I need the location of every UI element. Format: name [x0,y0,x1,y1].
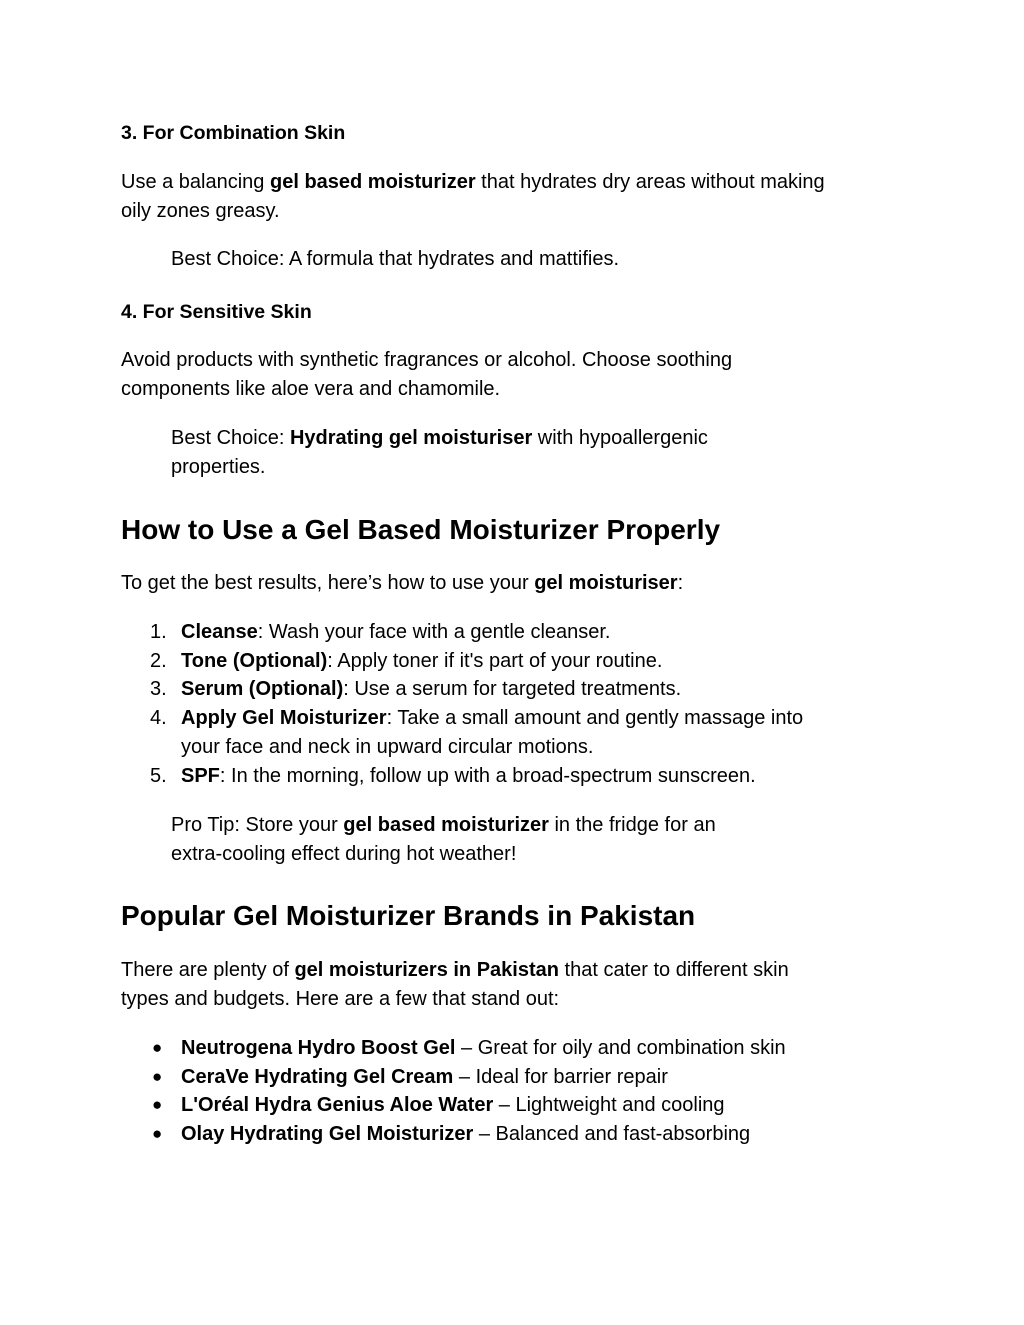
step-title: Apply Gel Moisturizer [181,707,387,730]
step-text-line2: your face and neck in upward circular motions. [181,735,594,758]
sensitive-best-bold: Hydrating gel moisturiser [289,427,533,449]
brands-intro-post: that cater to different skin [558,959,789,981]
combination-text-pre: Use a balancing [121,171,270,193]
step-number: 5. [150,764,167,787]
combination-text-bold: gel based moisturizer [269,171,476,193]
combination-text-post: that hydrates dry areas without making [475,171,825,193]
sensitive-paragraph [121,346,901,404]
bullet-icon: ● [152,1066,163,1086]
list-item [121,1063,901,1092]
list-item [121,647,901,676]
brands-list [121,1034,901,1149]
pro-tip-bold: gel based moisturizer [343,814,549,836]
list-item [121,618,901,647]
brand-description: – Great for oily and combination skin [455,1037,786,1059]
brand-name: Olay Hydrating Gel Moisturizer [181,1123,474,1146]
brands-heading [121,898,901,934]
step-text: : Apply toner if it's part of your routine. [327,649,663,672]
pro-tip-line2: extra-cooling effect during hot weather! [171,843,517,865]
step-number: 3. [150,678,167,701]
combination-text-line2: oily zones greasy. [121,200,280,222]
bullet-icon: ● [152,1038,163,1057]
bullet-icon: ● [152,1095,163,1115]
brands-intro-bold: gel moisturizers in Pakistan [294,959,559,981]
sensitive-best-post: with hypoallergenic [532,427,708,449]
brand-description: – Balanced and fast-absorbing [473,1123,751,1146]
sensitive-text-line2: components like aloe vera and chamomile. [121,378,501,400]
step-title: Tone (Optional) [181,649,328,672]
combination-best-choice [171,245,791,274]
list-item [121,1034,901,1063]
list-item [121,762,901,791]
brand-name: L'Oréal Hydra Genius Aloe Water [181,1094,494,1117]
list-item [121,1091,901,1120]
sensitive-text-line1: Avoid products with synthetic fragrances or alcohol. Choose soothing [121,349,733,371]
step-text: : In the morning, follow up with a broad-spectrum sunscreen. [219,764,756,787]
step-number: 4. [150,707,167,730]
how-to-intro-pre: To get the best results, here’s how to use your [121,572,535,594]
how-to-intro-post: : [677,572,684,594]
combination-paragraph [121,168,901,226]
sensitive-heading-text: 4. For Sensitive Skin [121,301,312,323]
pro-tip-post: in the fridge for an [548,814,716,836]
step-text: : Use a serum for targeted treatments. [343,678,682,701]
pro-tip-pre: Pro Tip: Store your [171,814,344,836]
sensitive-skin-heading [121,298,901,326]
how-to-intro-bold: gel moisturiser [534,572,678,594]
pro-tip [171,811,791,869]
combination-heading-text: 3. For Combination Skin [121,122,346,144]
step-text: : Wash your face with a gentle cleanser. [257,621,611,643]
bullet-icon: ● [152,1124,163,1144]
brands-intro-pre: There are plenty of [121,959,295,981]
list-item [121,704,901,761]
steps-list [121,618,901,790]
how-to-heading-text: How to Use a Gel Based Moisturizer Properly [121,514,721,545]
brand-name: Neutrogena Hydro Boost Gel [181,1037,456,1059]
sensitive-best-pre: Best Choice: [171,427,290,449]
brands-heading-text: Popular Gel Moisturizer Brands in Pakistan [121,900,696,931]
combination-best-choice-text: Best Choice: A formula that hydrates and mattifies. [171,248,620,270]
brand-description: – Lightweight and cooling [493,1094,725,1117]
list-item [121,1120,901,1149]
brands-intro [121,956,901,1014]
step-text: : Take a small amount and gently massage into [386,707,804,730]
step-title: Serum (Optional) [181,678,344,701]
brand-description: – Ideal for barrier repair [453,1065,668,1088]
how-to-heading [121,512,901,548]
step-title: SPF [181,764,220,787]
sensitive-best-line2: properties. [171,456,266,478]
step-number: 1. [150,621,167,643]
combination-skin-heading [121,119,901,147]
brand-name: CeraVe Hydrating Gel Cream [181,1065,454,1088]
sensitive-best-choice [171,424,791,482]
step-title: Cleanse [181,621,258,643]
step-number: 2. [150,649,167,672]
list-item [121,675,901,704]
brands-intro-line2: types and budgets. Here are a few that stand out: [121,988,560,1010]
how-to-intro [121,569,901,598]
